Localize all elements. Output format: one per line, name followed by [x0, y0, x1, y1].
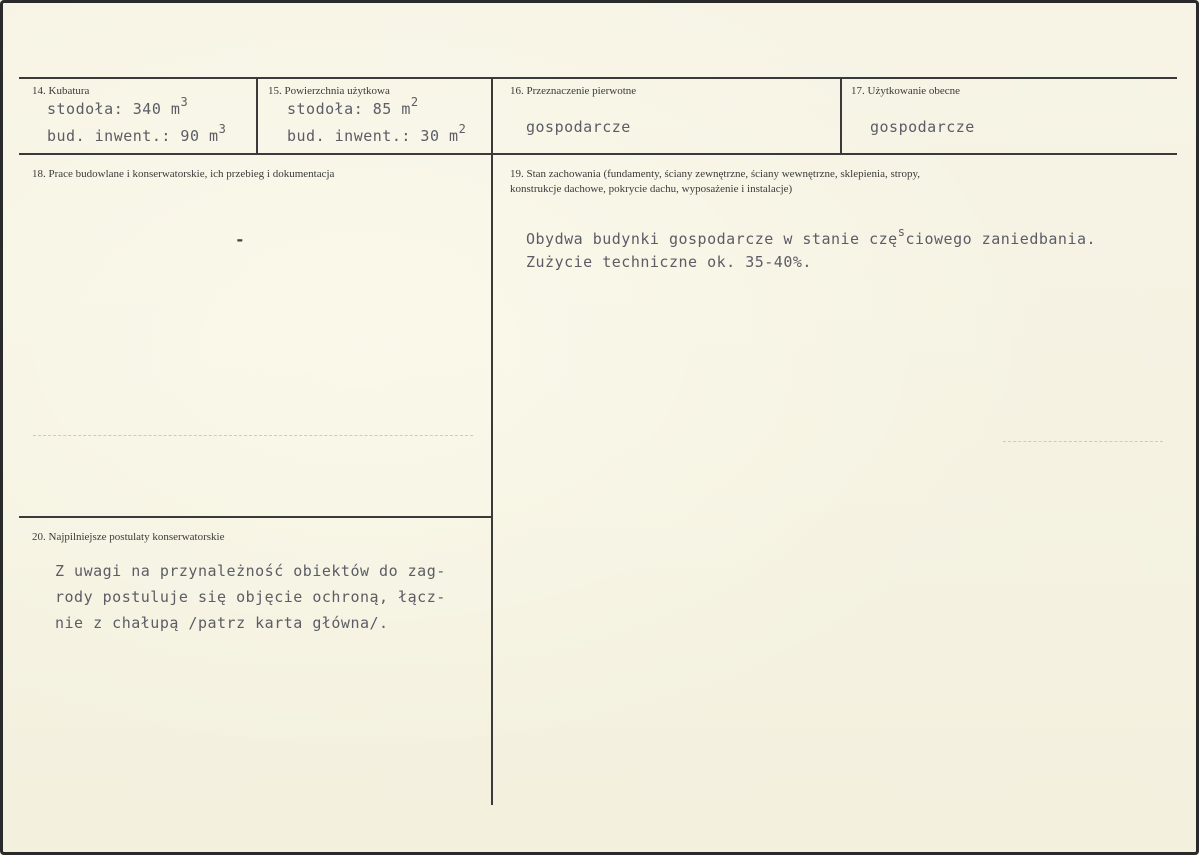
field-17-label: 17. Użytkowanie obecne [851, 85, 961, 97]
field-16-label: 16. Przeznaczenie pierwotne [510, 85, 637, 97]
field-19-line1-part1: Obydwa budynki gospodarcze w stanie czę [526, 230, 898, 248]
faint-guide-line [1003, 441, 1163, 442]
field-14-label: 14. Kubatura [32, 85, 90, 97]
field-15-barn-text: stodoła: 85 m [287, 100, 411, 118]
main-vertical-divider [491, 77, 493, 805]
field-17-value: gospodarcze [870, 118, 975, 136]
field-19-label-line2: konstrukcje dachowe, pokrycie dachu, wyposażenie i instalacje) [510, 183, 793, 195]
divider-14-15 [256, 77, 258, 155]
field-19-label-line1: 19. Stan zachowania (fundamenty, ściany zewnętrzne, ściany wewnętrzne, sklepienia, stropy, [510, 168, 921, 180]
field-14-livestock-text: bud. inwent.: 90 m [47, 127, 219, 145]
top-rule [19, 77, 1177, 79]
field-14-value-livestock [47, 124, 226, 145]
field-14-value-barn [47, 97, 188, 118]
field-20-value-line3: nie z chałupą /patrz karta główna/. [55, 614, 389, 632]
row1-bottom-rule [19, 153, 1177, 155]
field-15-label: 15. Powierzchnia użytkowa [268, 85, 390, 97]
divider-16-17 [840, 77, 842, 155]
section18-bottom-rule [19, 516, 491, 518]
field-15-value-livestock [287, 124, 466, 145]
field-19-line1-part2: ciowego zaniedbania. [905, 230, 1097, 248]
field-18-label: 18. Prace budowlane i konserwatorskie, ich przebieg i dokumentacja [32, 168, 335, 180]
field-14-barn-text: stodoła: 340 m [47, 100, 181, 118]
field-18-value: - [235, 230, 245, 249]
field-15-livestock-text: bud. inwent.: 30 m [287, 127, 459, 145]
field-16-value: gospodarcze [526, 118, 631, 136]
field-15-livestock-unit-exponent: 2 [458, 122, 467, 136]
field-20-label: 20. Najpilniejsze postulaty konserwatorskie [32, 531, 225, 543]
field-14-livestock-unit-exponent: 3 [218, 122, 227, 136]
field-20-value-line2: rody postuluje się objęcie ochroną, łącz- [55, 588, 446, 606]
field-15-barn-unit-exponent: 2 [410, 95, 419, 109]
field-19-line1-correction: s [897, 225, 906, 239]
faint-guide-line [33, 435, 473, 436]
field-19-value-line2: Zużycie techniczne ok. 35-40%. [526, 253, 812, 271]
field-15-value-barn [287, 97, 419, 118]
field-14-barn-unit-exponent: 3 [180, 95, 189, 109]
field-20-value-line1: Z uwagi na przynależność obiektów do zag- [55, 562, 446, 580]
field-19-value-line1 [526, 227, 1096, 248]
